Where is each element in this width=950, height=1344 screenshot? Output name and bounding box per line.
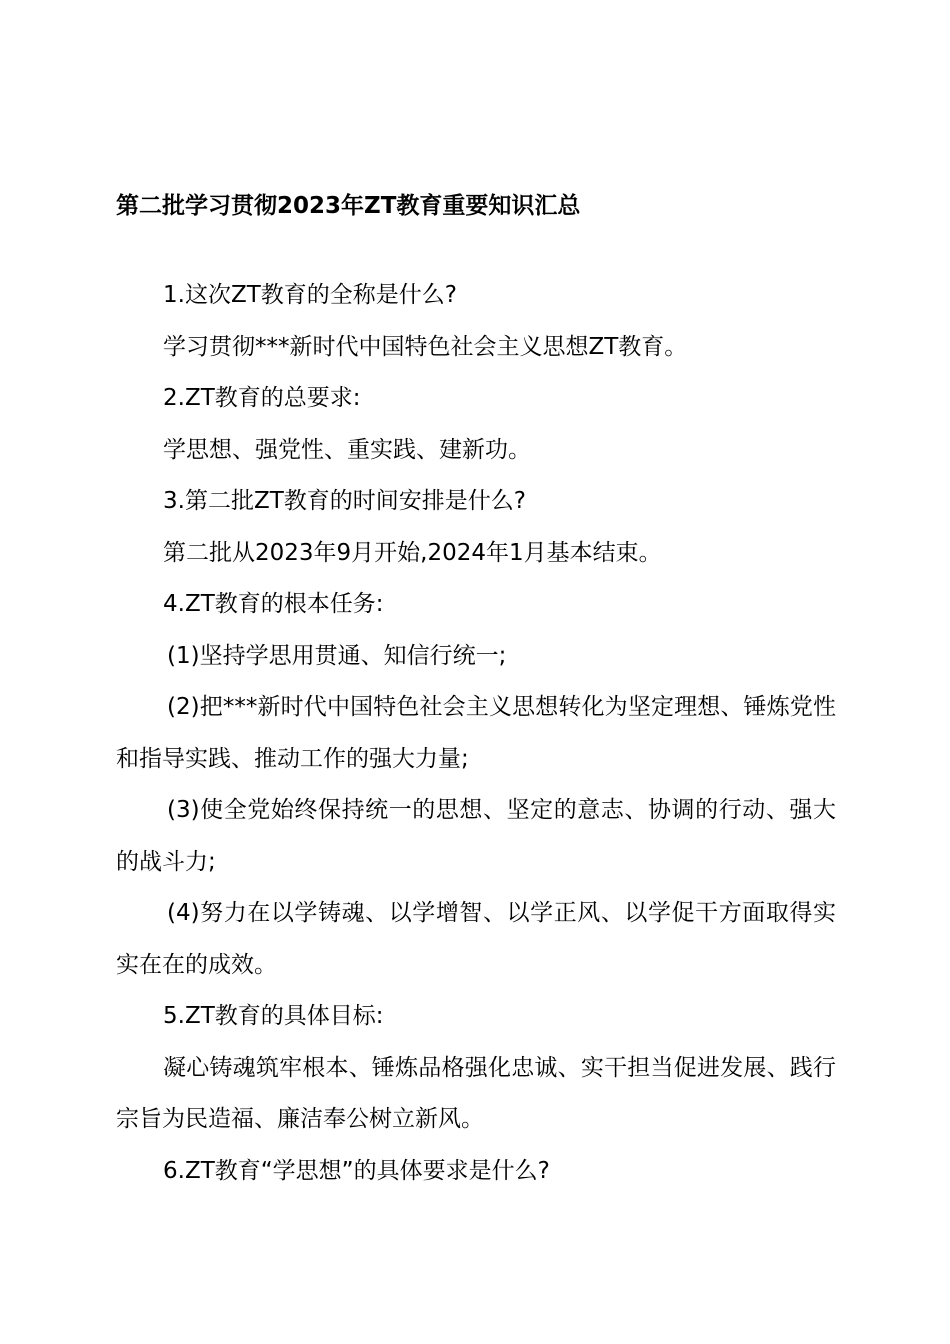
answer-4-item-3: (3)使全党始终保持统一的思想、坚定的意志、协调的行动、强大的战斗力; bbox=[116, 797, 836, 875]
question-4: 4.ZT教育的根本任务: bbox=[163, 591, 384, 617]
question-3: 3.第二批ZT教育的时间安排是什么? bbox=[163, 488, 526, 514]
answer-4-item-2: (2)把***新时代中国特色社会主义思想转化为坚定理想、锤炼党性和指导实践、推动工作的强大力量; bbox=[116, 694, 836, 772]
answer-1: 学习贯彻***新时代中国特色社会主义思想ZT教育。 bbox=[163, 333, 688, 360]
answer-3: 第二批从2023年9月开始,2024年1月基本结束。 bbox=[163, 539, 662, 566]
document-body bbox=[116, 270, 836, 1197]
question-2: 2.ZT教育的总要求: bbox=[163, 385, 361, 411]
answer-2: 学思想、强党性、重实践、建新功。 bbox=[163, 436, 531, 463]
answer-4-item-1: (1)坚持学思用贯通、知信行统一; bbox=[167, 642, 507, 669]
question-5: 5.ZT教育的具体目标: bbox=[163, 1003, 384, 1029]
question-6: 6.ZT教育“学思想”的具体要求是什么? bbox=[163, 1157, 550, 1184]
answer-4-item-4: (4)努力在以学铸魂、以学增智、以学正风、以学促干方面取得实实在在的成效。 bbox=[116, 900, 836, 978]
question-1: 1.这次ZT教育的全称是什么? bbox=[163, 282, 457, 308]
document-title: 第二批学习贯彻2023年ZT教育重要知识汇总 bbox=[116, 193, 581, 219]
answer-5: 凝心铸魂筑牢根本、锤炼品格强化忠诚、实干担当促进发展、践行宗旨为民造福、廉洁奉公树立新风。 bbox=[116, 1054, 836, 1132]
